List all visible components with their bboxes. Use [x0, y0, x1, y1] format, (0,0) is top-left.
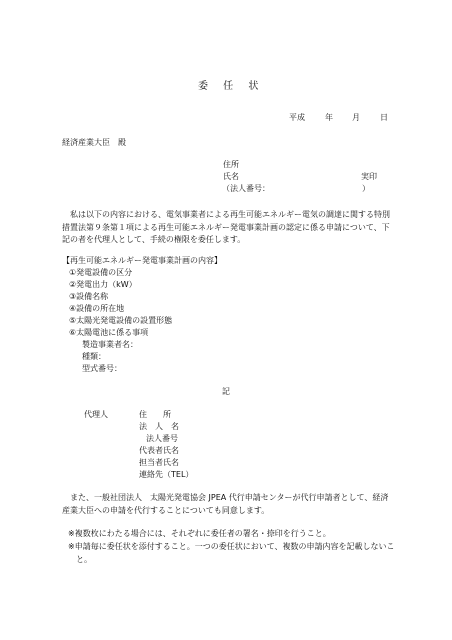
ki-heading: 記 [222, 387, 230, 396]
agent-field: 住 所 [139, 410, 171, 419]
plan-sub-item: 型式番号： [82, 364, 122, 373]
note-item: ※申請毎に委任状を添付すること。一つの委任状において、複数の申請内容を記載しないこと。 [68, 542, 395, 564]
date-day: 日 [380, 113, 388, 122]
applicant-corp-number: （法人番号： ） [222, 184, 370, 193]
document-title: 委 任 状 [198, 81, 265, 92]
agent-field: 担当者氏名 [139, 458, 179, 467]
agent-field: 連絡先（TEL） [139, 470, 194, 479]
plan-sub-item: 種類： [82, 352, 106, 361]
applicant-address-label: 住所 [223, 160, 239, 169]
agent-label: 代理人 [84, 410, 108, 419]
plan-item: ③設備名称 [69, 292, 109, 301]
plan-heading: 【再生可能エネルギー発電事業計画の内容】 [62, 256, 222, 265]
date-era: 平成 [289, 113, 305, 122]
main-text: 私は以下の内容における、電気事業者による再生可能エネルギー電気の調達に関する特別措置法第９条第１項による再生可能エネルギー発電事業計画の認定に係る申請について、下記の者を代理人として、手続の権限を委任します。 [62, 210, 390, 244]
agent-field: 代表者氏名 [139, 446, 179, 455]
addressee: 経済産業大臣 殿 [62, 138, 126, 147]
note-item: ※複数枚にわたる場合には、それぞれに委任者の署名・捺印を行うこと。 [68, 529, 331, 538]
plan-sub-item: 製造事業者名： [82, 340, 138, 349]
applicant-name-label: 氏名 [223, 172, 239, 181]
applicant-seal-label: 実印 [361, 172, 377, 181]
plan-item: ②発電出力（kW） [69, 280, 137, 289]
agent-field: 法人番号 [146, 434, 178, 443]
agent-field: 法 人 名 [139, 422, 179, 431]
plan-item: ④設備の所在地 [69, 304, 125, 313]
date-month: 月 [352, 113, 360, 122]
plan-item: ⑤太陽光発電設備の設置形態 [69, 316, 173, 325]
date-year: 年 [325, 113, 333, 122]
plan-item: ①発電設備の区分 [69, 268, 133, 277]
plan-item: ⑥太陽電池に係る事項 [69, 328, 149, 337]
consent-text: また、一般社団法人 太陽光発電協会 JPEA 代行申請センターが代行申請者として、経済産業大臣への申請を代行することについても同意します。 [62, 493, 389, 515]
